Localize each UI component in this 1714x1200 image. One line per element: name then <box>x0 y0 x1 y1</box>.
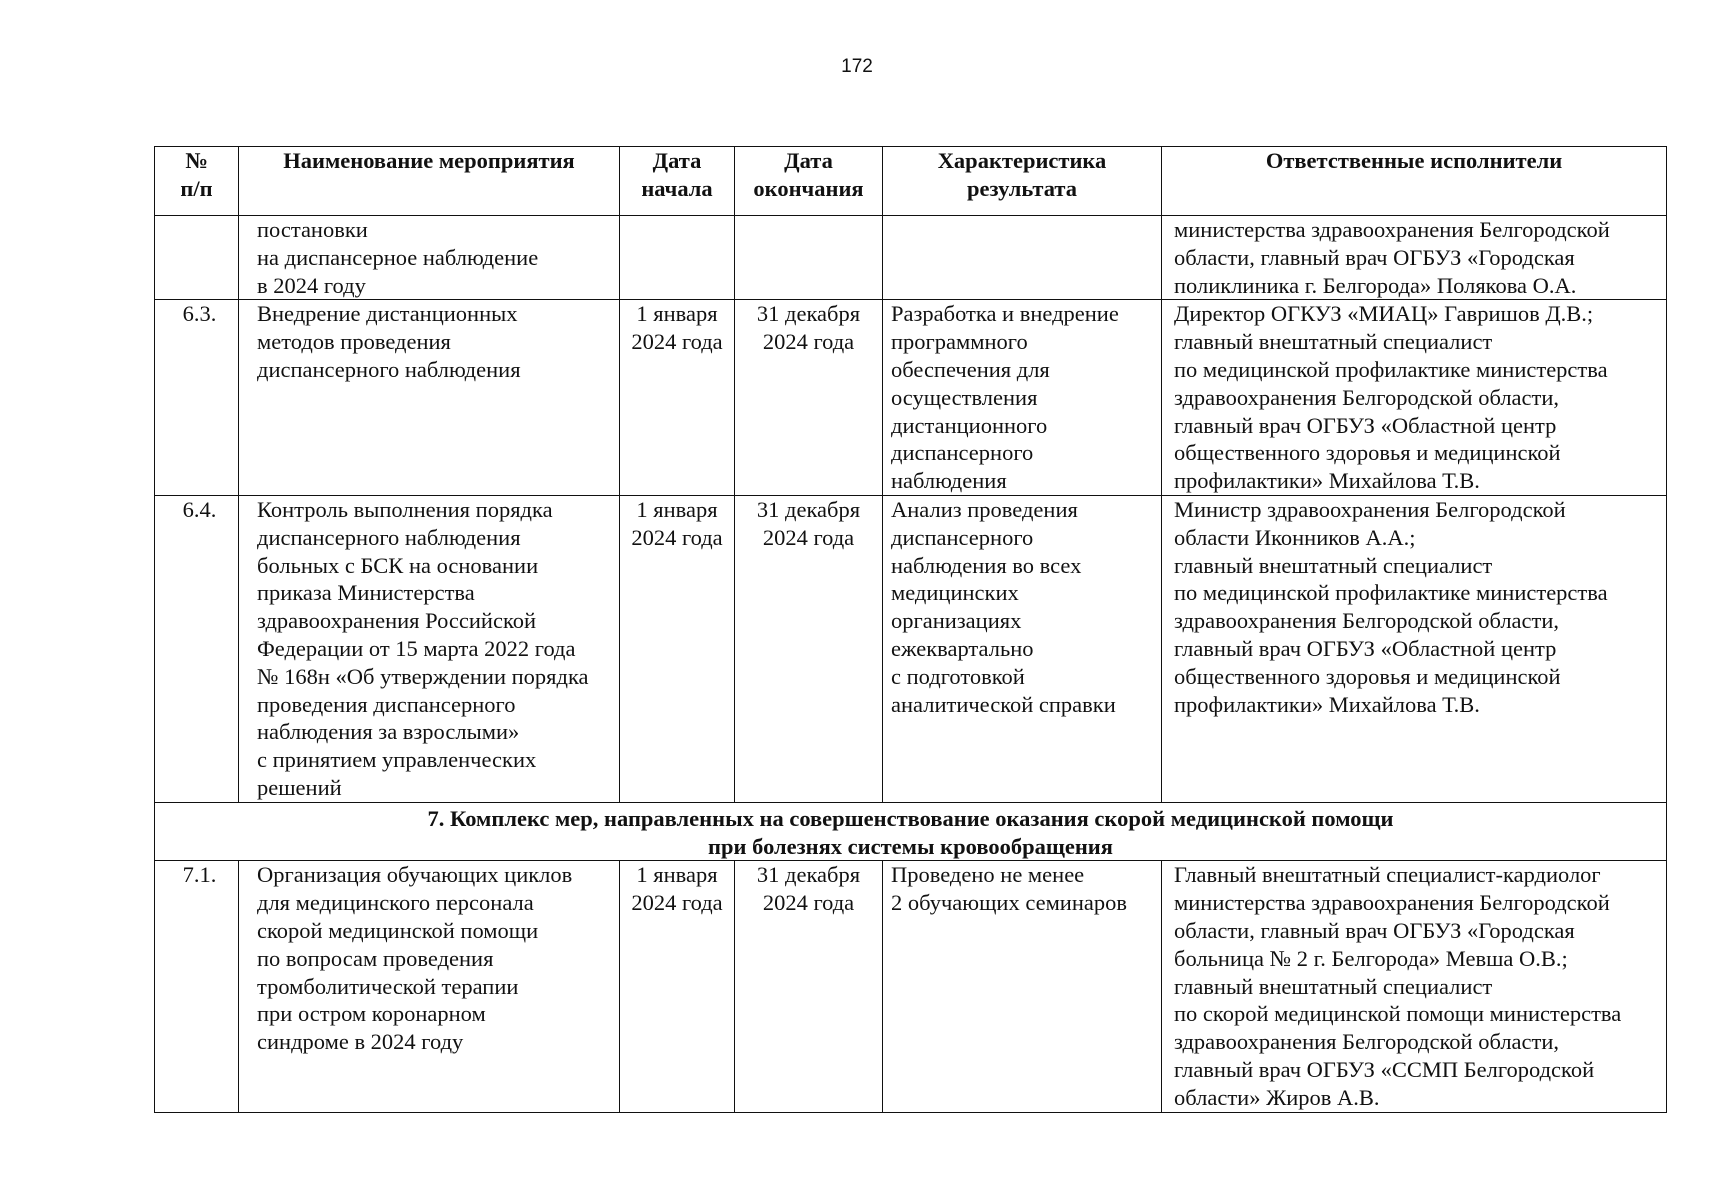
activity-name: постановки на диспансерное наблюдение в 2024 году <box>239 216 620 300</box>
table-header-row <box>155 147 1667 216</box>
table-row <box>155 300 1667 496</box>
row-number: 6.4. <box>155 495 239 802</box>
row-number <box>155 216 239 300</box>
end-date: 31 декабря 2024 года <box>735 861 883 1112</box>
responsible-persons: Директор ОГКУЗ «МИАЦ» Гавришов Д.В.; главный внештатный специалист по медицинской профилактике министерства здравоохранения Белгородской области, главный врач ОГБУЗ «Областной центр общественного здоровья и медицинской профилактики» Михайлова Т.В. <box>1162 300 1667 496</box>
header-result: Характеристика результата <box>883 147 1162 216</box>
activity-name: Организация обучающих циклов для медицинского персонала скорой медицинской помощи по вопросам проведения тромболитической терапии при остром коронарном синдроме в 2024 году <box>239 861 620 1112</box>
end-date: 31 декабря 2024 года <box>735 495 883 802</box>
header-end-date: Дата окончания <box>735 147 883 216</box>
end-date <box>735 216 883 300</box>
row-number: 7.1. <box>155 861 239 1112</box>
end-date: 31 декабря 2024 года <box>735 300 883 496</box>
header-responsible: Ответственные исполнители <box>1162 147 1667 216</box>
page-number: 172 <box>841 56 873 77</box>
table-row <box>155 861 1667 1112</box>
header-start-date: Дата начала <box>620 147 735 216</box>
result-description: Разработка и внедрение программного обеспечения для осуществления дистанционного диспансерного наблюдения <box>883 300 1162 496</box>
result-description: Анализ проведения диспансерного наблюдения во всех медицинских организациях ежеквартально с подготовкой аналитической справки <box>883 495 1162 802</box>
activity-name: Внедрение дистанционных методов проведения диспансерного наблюдения <box>239 300 620 496</box>
header-number: № п/п <box>155 147 239 216</box>
section-title: 7. Комплекс мер, направленных на совершенствование оказания скорой медицинской помощи при болезнях системы кровообращения <box>155 802 1667 861</box>
row-number: 6.3. <box>155 300 239 496</box>
table-body-section-7 <box>155 861 1667 1112</box>
start-date: 1 января 2024 года <box>620 861 735 1112</box>
start-date: 1 января 2024 года <box>620 300 735 496</box>
activity-name: Контроль выполнения порядка диспансерного наблюдения больных с БСК на основании приказа Министерства здравоохранения Российской Федерации от 15 марта 2022 года № 168н «Об утверждении порядка проведения диспансерного наблюдения за взрослыми» с принятием управленческих решений <box>239 495 620 802</box>
start-date: 1 января 2024 года <box>620 495 735 802</box>
header-activity-name: Наименование мероприятия <box>239 147 620 216</box>
activities-table <box>154 146 1667 1113</box>
table-row <box>155 216 1667 300</box>
result-description: Проведено не менее 2 обучающих семинаров <box>883 861 1162 1112</box>
start-date <box>620 216 735 300</box>
table-row <box>155 495 1667 802</box>
table-body <box>155 216 1667 803</box>
responsible-persons: Главный внештатный специалист-кардиолог министерства здравоохранения Белгородской области, главный врач ОГБУЗ «Городская больница № 2 г. Белгорода» Мевша О.В.; главный внештатный специалист по скорой медицинской помощи министерства здравоохранения Белгородской области, главный врач ОГБУЗ «ССМП Белгородской области» Жиров А.В. <box>1162 861 1667 1112</box>
result-description <box>883 216 1162 300</box>
responsible-persons: Министр здравоохранения Белгородской области Иконников А.А.; главный внештатный специалист по медицинской профилактике министерства здравоохранения Белгородской области, главный врач ОГБУЗ «Областной центр общественного здоровья и медицинской профилактики» Михайлова Т.В. <box>1162 495 1667 802</box>
section-row <box>155 802 1667 861</box>
responsible-persons: министерства здравоохранения Белгородской области, главный врач ОГБУЗ «Городская поликлиника г. Белгорода» Полякова О.А. <box>1162 216 1667 300</box>
